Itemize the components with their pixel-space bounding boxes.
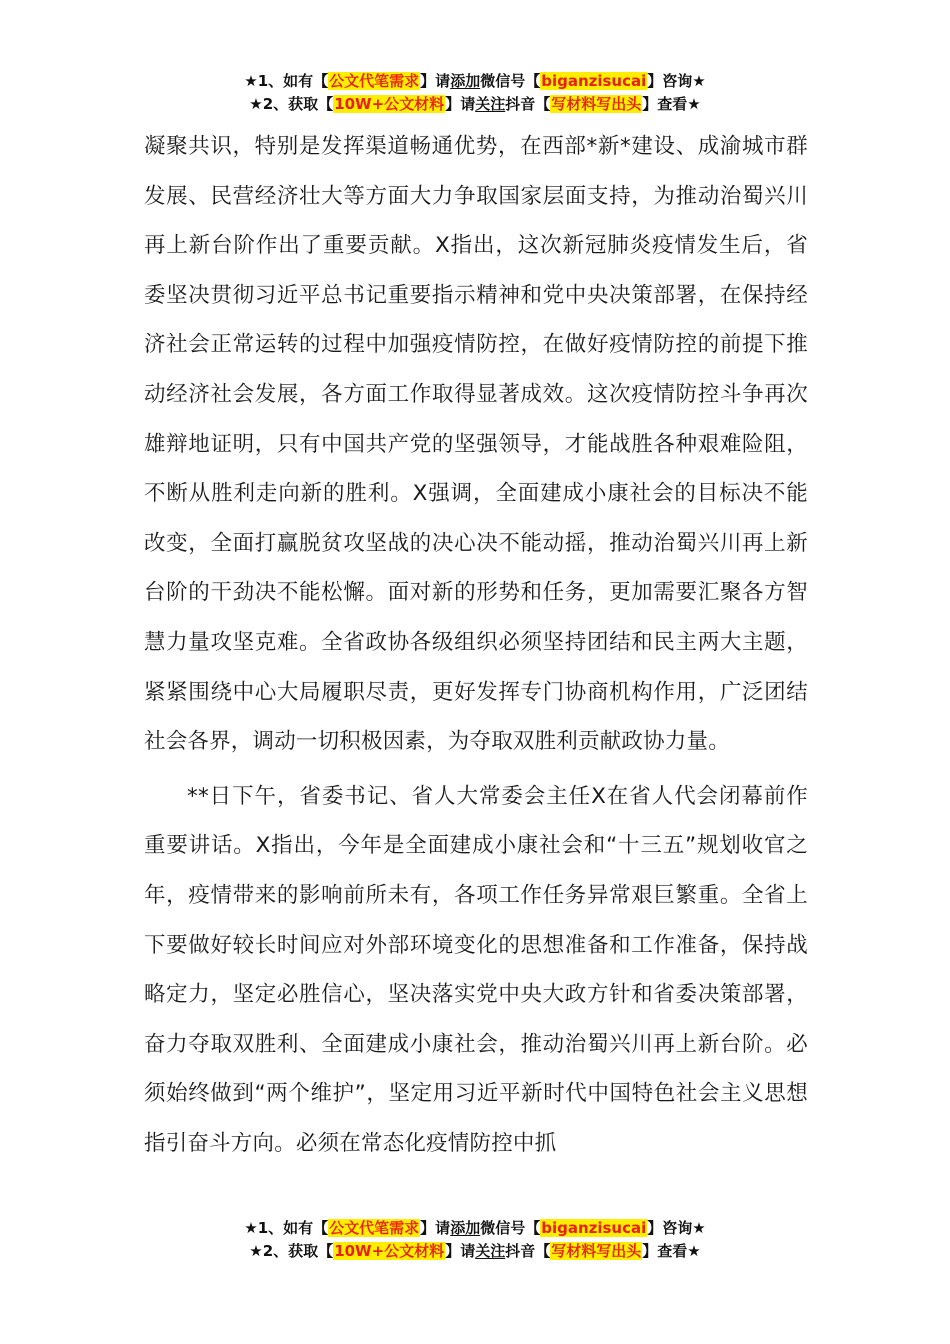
underlined-text: 关注 — [475, 1242, 506, 1260]
banner-text: 】请 — [445, 1242, 476, 1260]
banner-text: ★2、获取【 — [249, 1242, 334, 1260]
underlined-text: 添加 — [450, 72, 481, 90]
banner-text: 抖音【 — [505, 1242, 551, 1260]
banner-text: 】请 — [420, 1219, 451, 1237]
highlight-douyin-account: 写材料写出头 — [551, 1242, 642, 1260]
banner-text: 】查看★ — [642, 95, 701, 113]
document-body — [144, 122, 808, 1168]
paragraph: 凝聚共识，特别是发挥渠道畅通优势，在西部*新*建设、成渝城市群发展、民营经济壮大等方面大力争取国家层面支持，为推动治蜀兴川再上新台阶作出了重要贡献。X指出，这次新冠肺炎疫情发生后，省委坚决贯彻习近平总书记重要指示精神和党中央决策部署，在保持经济社会正常运转的过程中加强疫情防控，在做好疫情防控的前提下推动经济社会发展，各方面工作取得显著成效。这次疫情防控斗争再次雄辩地证明，只有中国共产党的坚强领导，才能战胜各种艰难险阻，不断从胜利走向新的胜利。X强调，全面建成小康社会的目标决不能改变，全面打赢脱贫攻坚战的决心决不能动摇，推动治蜀兴川再上新台阶的干劲决不能松懈。面对新的形势和任务，更加需要汇聚各方智慧力量攻坚克难。全省政协各级组织必须坚持团结和民主两大主题，紧紧围绕中心大局履职尽责，更好发挥专门协商机构作用，广泛团结社会各界，调动一切积极因素，为夺取双胜利贡献政协力量。 — [144, 134, 808, 755]
highlight-douyin-account: 写材料写出头 — [551, 95, 642, 113]
banner-line-2 — [0, 1240, 950, 1263]
banner-text: 】咨询★ — [647, 1219, 706, 1237]
banner-text: ★1、如有【 — [244, 72, 329, 90]
highlight-service: 公文代笔需求 — [329, 72, 420, 90]
paragraph: **日下午，省委书记、省人大常委会主任X在省人代会闭幕前作重要讲话。X指出，今年是全面建成小康社会和“十三五”规划收官之年，疫情带来的影响前所未有，各项工作任务异常艰巨繁重。全省上下要做好较长时间应对外部环境变化的思想准备和工作准备，保持战略定力，坚定必胜信心，坚决落实党中央大政方针和省委决策部署，奋力夺取双胜利、全面建成小康社会，推动治蜀兴川再上新台阶。必须始终做到“两个维护”，坚定用习近平新时代中国特色社会主义思想指引奋斗方向。必须在常态化疫情防控中抓 — [144, 783, 808, 1156]
banner-text: 】查看★ — [642, 1242, 701, 1260]
highlight-materials: 10W+公文材料 — [334, 1242, 445, 1260]
highlight-materials: 10W+公文材料 — [334, 95, 445, 113]
footer-banner — [0, 1217, 950, 1263]
banner-line-1 — [0, 70, 950, 93]
highlight-wechat-id: biganzisucai — [541, 1219, 647, 1237]
underlined-text: 关注 — [475, 95, 506, 113]
banner-line-1 — [0, 1217, 950, 1240]
banner-text: ★2、获取【 — [249, 95, 334, 113]
highlight-service: 公文代笔需求 — [329, 1219, 420, 1237]
header-banner — [0, 70, 950, 116]
banner-text: 】请 — [445, 95, 476, 113]
banner-text: 】请 — [420, 72, 451, 90]
banner-line-2 — [0, 93, 950, 116]
underlined-text: 添加 — [450, 1219, 481, 1237]
banner-text: 微信号【 — [480, 72, 541, 90]
banner-text: 微信号【 — [480, 1219, 541, 1237]
banner-text: ★1、如有【 — [244, 1219, 329, 1237]
highlight-wechat-id: biganzisucai — [541, 72, 647, 90]
banner-text: 】咨询★ — [647, 72, 706, 90]
banner-text: 抖音【 — [505, 95, 551, 113]
